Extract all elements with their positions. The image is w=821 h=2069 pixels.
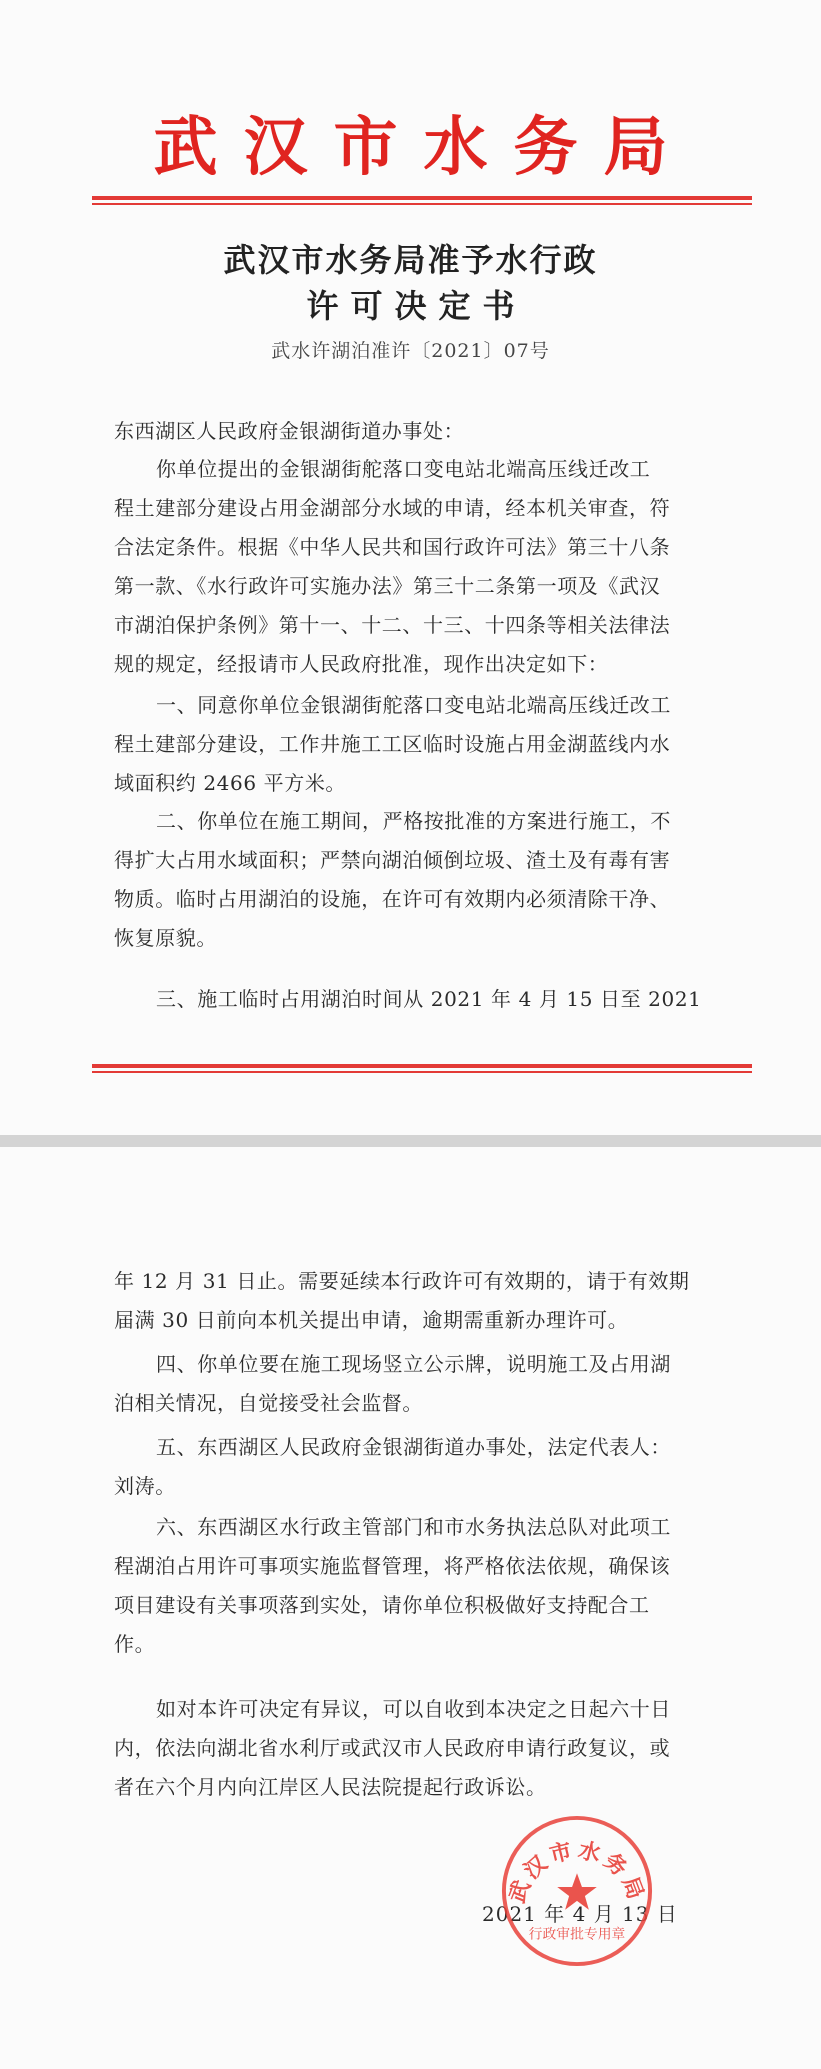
text-line: 二、你单位在施工期间，严格按批准的方案进行施工，不 xyxy=(156,809,671,833)
text-line: 五、东西湖区人民政府金银湖街道办事处，法定代表人： xyxy=(156,1435,671,1459)
paragraph-item-3 xyxy=(114,980,726,1019)
text-line: 项目建设有关事项落到实处，请你单位积极做好支持配合工 xyxy=(114,1593,650,1617)
text-line: 四、你单位要在施工现场竖立公示牌，说明施工及占用湖 xyxy=(156,1352,671,1376)
text-line: 年 12 月 31 日止。需要延续本行政许可有效期的，请于有效期 xyxy=(114,1269,690,1293)
text-line: 得扩大占用水域面积；严禁向湖泊倾倒垃圾、渣土及有毒有害 xyxy=(114,848,671,872)
text-line: 三、施工临时占用湖泊时间从 2021 年 4 月 15 日至 2021 xyxy=(156,987,702,1011)
text-line: 泊相关情况，自觉接受社会监督。 xyxy=(114,1391,423,1415)
text-line: 第一款、《水行政许可实施办法》第三十二条第一项及《武汉 xyxy=(114,574,661,598)
text-line: 六、东西湖区水行政主管部门和市水务执法总队对此项工 xyxy=(156,1515,671,1539)
salutation: 东西湖区人民政府金银湖街道办事处： xyxy=(114,419,465,443)
text-line: 一、同意你单位金银湖街舵落口变电站北端高压线迁改工 xyxy=(156,693,671,717)
paragraph-appeal-notice xyxy=(114,1690,726,1807)
issue-date: 2021 年 4 月 13 日 xyxy=(482,1902,678,1926)
text-line: 域面积约 2466 平方米。 xyxy=(114,771,347,795)
footer-red-rule-thin xyxy=(92,1071,752,1073)
seal-star-icon xyxy=(557,1873,597,1910)
official-seal-stamp xyxy=(498,1812,656,1970)
paragraph-intro xyxy=(114,450,726,684)
text-line: 规的规定，经报请市人民政府批准，现作出决定如下： xyxy=(114,652,609,676)
paragraph-item-3-continued xyxy=(114,1262,726,1340)
text-line: 刘涛。 xyxy=(114,1474,176,1498)
text-line: 届满 30 日前向本机关提出申请，逾期需重新办理许可。 xyxy=(114,1308,629,1332)
text-line: 程土建部分建设占用金湖部分水域的申请，经本机关审查，符 xyxy=(114,496,671,520)
text-line: 市湖泊保护条例》第十一、十二、十三、十四条等相关法律法 xyxy=(114,613,671,637)
document-number: 武水许湖泊准许〔2021〕07号 xyxy=(271,340,550,362)
text-line: 程湖泊占用许可事项实施监督管理，将严格依法依规，确保该 xyxy=(114,1554,671,1578)
document-title-line-1: 武汉市水务局准予水行政 xyxy=(223,241,598,279)
seal-bottom-text: 行政审批专用章 xyxy=(528,1926,626,1943)
paragraph-item-1 xyxy=(114,686,726,803)
paragraph-item-2 xyxy=(114,802,726,958)
text-line: 恢复原貌。 xyxy=(114,926,217,950)
header-red-rule-thin xyxy=(92,203,752,205)
text-line: 作。 xyxy=(114,1632,156,1656)
seal-top-text: 武汉市水务局 xyxy=(504,1838,650,1907)
text-line: 合法定条件。根据《中华人民共和国行政许可法》第三十八条 xyxy=(114,535,671,559)
page-separator xyxy=(0,1135,821,1147)
paragraph-item-4 xyxy=(114,1345,726,1423)
text-line: 如对本许可决定有异议，可以自收到本决定之日起六十日 xyxy=(156,1697,671,1721)
paragraph-item-6 xyxy=(114,1508,726,1664)
text-line: 程土建部分建设，工作井施工工区临时设施占用金湖蓝线内水 xyxy=(114,732,671,756)
text-line: 内，依法向湖北省水利厅或武汉市人民政府申请行政复议，或 xyxy=(114,1736,671,1760)
text-line: 你单位提出的金银湖街舵落口变电站北端高压线迁改工 xyxy=(156,457,651,481)
document-title-line-2: 许可决定书 xyxy=(306,287,527,325)
text-line: 者在六个月内向江岸区人民法院提起行政诉讼。 xyxy=(114,1775,547,1799)
paragraph-item-5 xyxy=(114,1428,726,1506)
footer-red-rule xyxy=(92,1064,752,1068)
text-line: 物质。临时占用湖泊的设施，在许可有效期内必须清除干净、 xyxy=(114,887,671,911)
issuing-authority-header: 武汉市水务局 xyxy=(153,110,694,185)
header-red-rule xyxy=(92,196,752,200)
